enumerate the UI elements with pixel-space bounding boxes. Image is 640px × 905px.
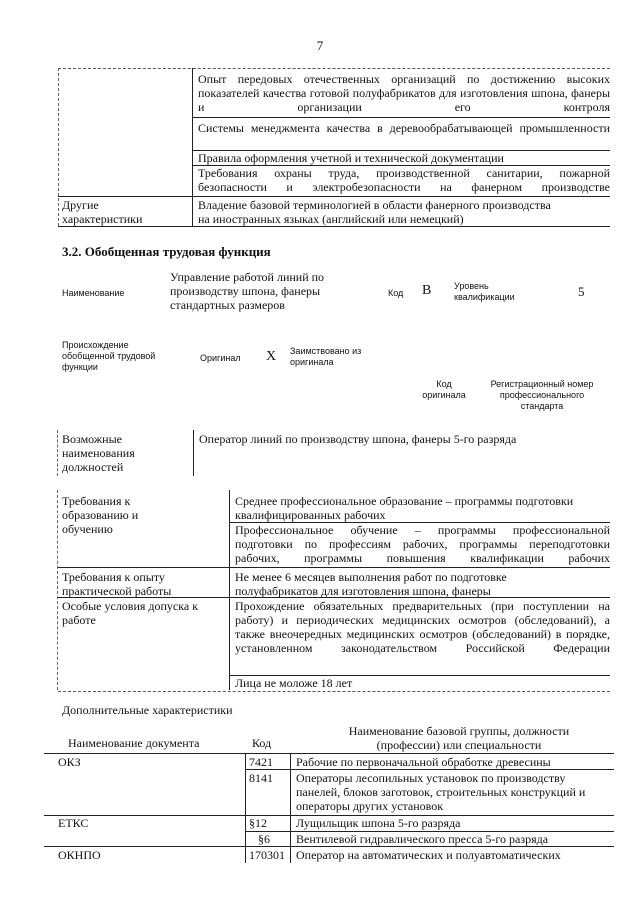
original-code-label: Код оригинала xyxy=(422,379,466,400)
requirements-column-divider xyxy=(229,490,230,690)
borrowed-label: Заимствовано из оригинала xyxy=(290,346,362,367)
positions-value: Оператор линий по производству шпона, фанеры 5-го разряда xyxy=(199,432,517,446)
education-value-1: Среднее профессиональное образование – программы подготовки квалифицированных рабочих xyxy=(235,494,574,522)
row-code: 170301 xyxy=(249,848,285,862)
row-name: Лущильщик шпона 5-го разряда xyxy=(296,816,461,830)
education-label-2: образованию и xyxy=(62,508,139,522)
experience-label-1: Требования к опыту xyxy=(62,570,165,584)
col-header-code: Код xyxy=(252,736,272,750)
positions-label-2: наименования xyxy=(62,446,135,460)
positions-label-3: должностей xyxy=(62,460,124,474)
other-characteristics-label-1: Другие xyxy=(62,198,99,212)
row-code: 8141 xyxy=(249,771,273,785)
origin-label: Происхождение обобщенной трудовой функции xyxy=(62,340,156,372)
header-bottom-border xyxy=(44,753,614,754)
table-cell-quality-systems: Системы менеджмента качества в деревообрабатывающей промышленности xyxy=(198,121,610,135)
registration-number-label: Регистрационный номер профессионального стандарта xyxy=(490,379,594,411)
function-name: Управление работой линий по производству шпона, фанеры стандартных размеров xyxy=(170,270,325,312)
additional-title: Дополнительные характеристики xyxy=(62,703,233,717)
table-bottom-border xyxy=(58,226,610,227)
conditions-value-2: Лица не моложе 18 лет xyxy=(235,676,353,690)
original-checkbox-mark: X xyxy=(266,349,277,364)
code-value: В xyxy=(422,283,432,298)
table-left-border xyxy=(58,68,59,226)
row-name: Оператор на автоматических и полуавтоматических xyxy=(296,848,561,862)
conditions-value-1: Прохождение обязательных предварительных (при поступлении на работу) и периодических медицинских осмотров (обследований), а также внеочередных медицинских осмотров (обследований) в порядке, установленном законодательством Российской Федерации xyxy=(235,599,610,655)
row-doc: ЕТКС xyxy=(58,816,89,830)
education-label-3: обучению xyxy=(62,522,113,536)
positions-label-1: Возможные xyxy=(62,432,122,446)
table-cell-experience-line: Опыт передовых отечественных организаций по достижению высоких показателей качества готовой полуфабрикатов для изготовления шпона, фанеры и организации его контроля xyxy=(198,72,610,114)
positions-left-border xyxy=(57,430,58,476)
row-name: Операторы лесопильных установок по производству панелей, блоков заготовок, строительных конструкций и операторы других установок xyxy=(296,771,586,813)
education-value-2: Профессиональное обучение – программы профессиональной подготовки по профессиям рабочих, программы переподготовки рабочих, программы повышения квалификации рабочих xyxy=(235,523,610,565)
table-cell-documentation-rules: Правила оформления учетной и технической документации xyxy=(198,151,504,165)
row-name: Вентилевой гидравлического пресса 5-го разряда xyxy=(296,832,549,846)
row-divider xyxy=(246,769,614,770)
page-number: 7 xyxy=(316,38,324,53)
row-divider xyxy=(58,196,610,197)
experience-label-2: практической работы xyxy=(62,584,172,598)
table-top-border xyxy=(58,68,610,69)
row-code: §12 xyxy=(249,816,267,830)
table-cell-safety-requirements: Требования охраны труда, производственной санитарии, пожарной безопасности и электробезопасности на фанерном производстве xyxy=(198,166,610,194)
row-divider xyxy=(44,846,614,847)
experience-value: Не менее 6 месяцев выполнения работ по подготовке полуфабрикатов для изготовления шпона, фанеры xyxy=(235,570,507,598)
row-divider xyxy=(58,567,610,568)
col-header-name: Наименование базовой группы, должности (профессии) или специальности xyxy=(348,724,570,752)
row-code: §6 xyxy=(258,832,270,846)
original-label: Оригинал xyxy=(200,353,241,363)
name-label: Наименование xyxy=(62,288,125,298)
conditions-label-2: работе xyxy=(62,613,96,627)
row-code: 7421 xyxy=(249,755,273,769)
table-column-divider xyxy=(192,68,193,226)
row-name: Рабочие по первоначальной обработке древесины xyxy=(296,755,551,769)
col-header-document: Наименование документа xyxy=(68,736,200,750)
education-label-1: Требования к xyxy=(62,494,131,508)
level-value: 5 xyxy=(578,284,585,299)
other-characteristics-value-1: Владение базовой терминологией в области фанерного производства xyxy=(198,198,551,212)
requirements-left-border xyxy=(57,490,58,690)
conditions-label-1: Особые условия допуска к xyxy=(62,599,199,613)
other-characteristics-value-2: на иностранных языках (английский или немецкий) xyxy=(198,212,464,226)
requirements-bottom-border xyxy=(58,691,610,692)
row-divider xyxy=(58,597,610,598)
level-label: Уровень квалификации xyxy=(454,281,515,302)
section-heading: 3.2. Обобщенная трудовая функция xyxy=(62,244,271,259)
row-doc: ОКНПО xyxy=(58,848,101,862)
positions-column-divider xyxy=(193,430,194,476)
code-label: Код xyxy=(388,288,404,298)
other-characteristics-label-2: характеристики xyxy=(62,212,143,226)
row-divider xyxy=(193,117,610,118)
row-doc: ОКЗ xyxy=(58,755,81,769)
